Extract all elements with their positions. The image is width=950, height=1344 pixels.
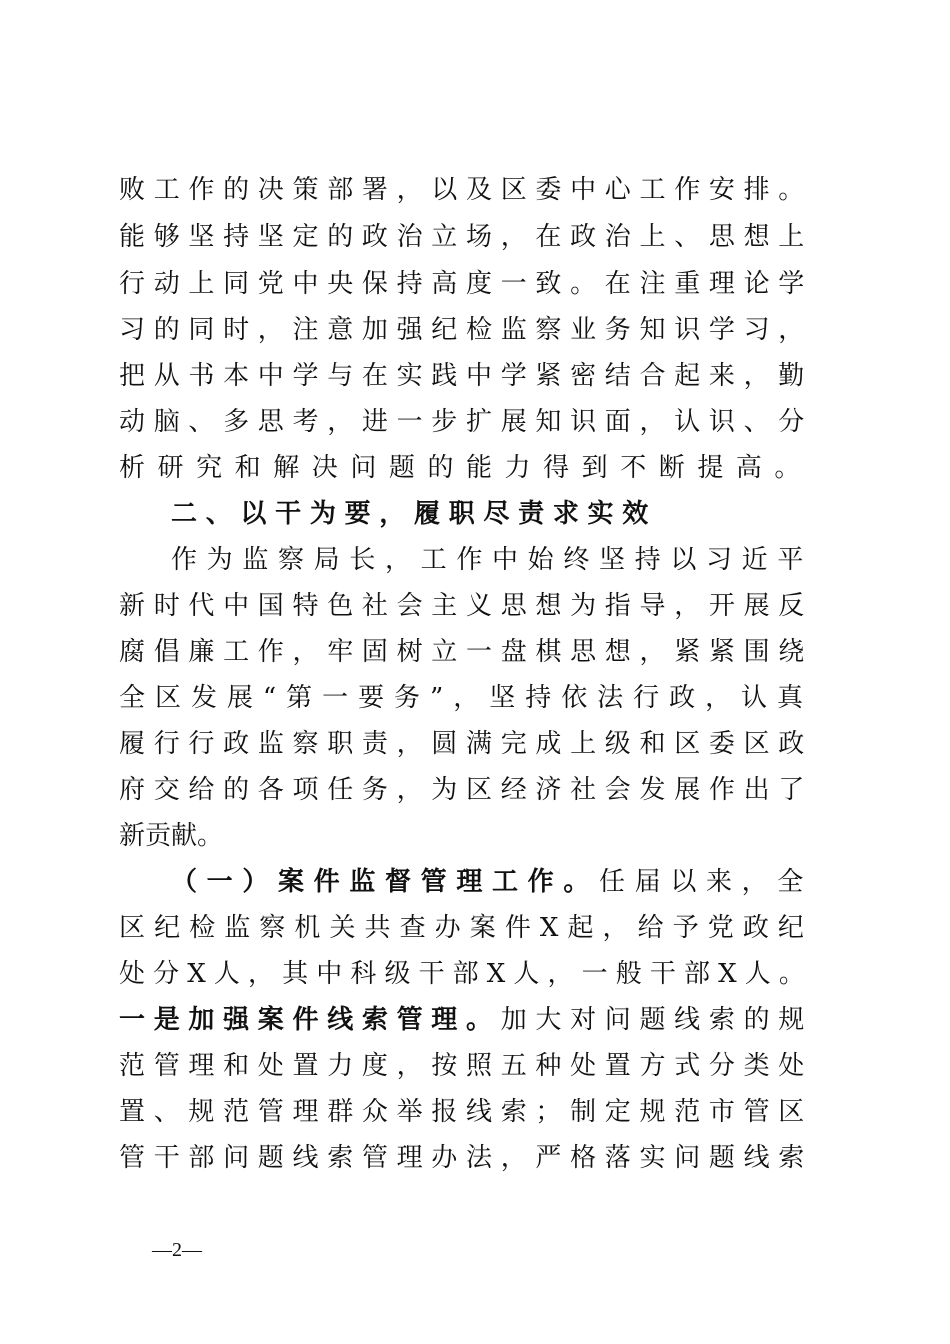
body-line: 处分X人，其中科级干部X人，一般干部X人。 [119, 959, 813, 989]
body-line: 习的同时，注意加强纪检监察业务知识学习， [119, 315, 813, 345]
body-line: 行动上同党中央保持高度一致。在注重理论学 [119, 269, 813, 299]
subheading-inline: （一）案件监督管理工作。 [171, 867, 599, 897]
body-text: 加大对问题线索的规 [500, 1005, 813, 1035]
body-line: 腐倡廉工作，牢固树立一盘棋思想，紧紧围绕 [119, 637, 813, 667]
body-line: 把从书本中学与在实践中学紧密结合起来，勤 [119, 361, 813, 391]
section-heading: 二、以干为要，履职尽责求实效 [171, 499, 657, 529]
subheading-inline: 一是加强案件线索管理。 [119, 1005, 501, 1035]
body-text: 任届以来，全 [598, 867, 813, 897]
page-number: —2— [152, 1239, 202, 1261]
body-line: 析研究和解决问题的能力得到不断提高。 [119, 453, 813, 483]
body-line: 管干部问题线索管理办法，严格落实问题线索 [119, 1143, 813, 1173]
body-line: 动脑、多思考，进一步扩展知识面，认识、分 [119, 407, 813, 437]
body-line: 履行行政监察职责，圆满完成上级和区委区政 [119, 729, 813, 759]
body-line: 能够坚持坚定的政治立场，在政治上、思想上 [119, 222, 813, 252]
body-line: 新时代中国特色社会主义思想为指导，开展反 [119, 591, 813, 621]
body-line: 府交给的各项任务，为区经济社会发展作出了 [119, 775, 813, 805]
body-line [171, 862, 813, 902]
body-line: 败工作的决策部署，以及区委中心工作安排。 [119, 175, 813, 205]
body-line: 新贡献。 [119, 821, 224, 851]
body-line: 置、规范管理群众举报线索；制定规范市管区 [119, 1097, 813, 1127]
body-line [119, 1000, 813, 1040]
body-line: 作为监察局长，工作中始终坚持以习近平 [171, 545, 813, 575]
body-line: 全区发展“第一要务”，坚持依法行政，认真 [119, 683, 813, 713]
body-line: 区纪检监察机关共查办案件X起，给予党政纪 [119, 913, 813, 943]
body-line: 范管理和处置力度，按照五种处置方式分类处 [119, 1051, 813, 1081]
